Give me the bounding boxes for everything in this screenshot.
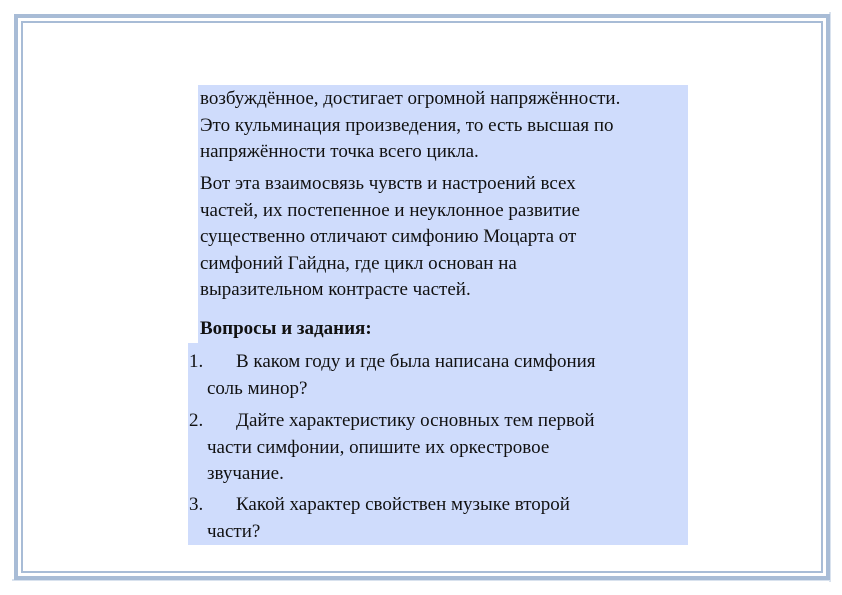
paragraph-line: напряжённости точка всего цикла. [200,141,479,162]
paragraph-line: Вот эта взаимосвязь чувств и настроений всех [200,173,576,194]
question-number: 1. [189,351,204,372]
paragraph-line: существенно отличают симфонию Моцарта от [200,226,577,247]
paragraph-culmination [200,86,686,166]
paragraph-comparison [200,171,686,304]
question-line: части симфонии, опишите их оркестровое [207,436,550,458]
question-line: Какой характер свойствен музыке второй [236,494,570,515]
paragraph-line: симфоний Гайдна, где цикл основан на [200,252,517,274]
question-line: части? [207,520,261,542]
questions-heading: Вопросы и задания: [200,318,372,339]
question-number: 3. [189,494,204,515]
question-line: В каком году и где была написана симфония [236,351,596,372]
paragraph-line: выразительном контрасте частей. [200,279,471,300]
paragraph-line: возбуждённое, достигает огромной напряжённости. [200,88,621,109]
paragraph-line: частей, их постепенное и неуклонное развитие [200,199,580,221]
question-line: соль минор? [207,377,308,399]
question-line: звучание. [207,463,284,484]
paragraph-line: Это кульминация произведения, то есть высшая по [200,114,614,136]
question-line: Дайте характеристику основных тем первой [236,410,595,431]
question-number: 2. [189,410,204,431]
